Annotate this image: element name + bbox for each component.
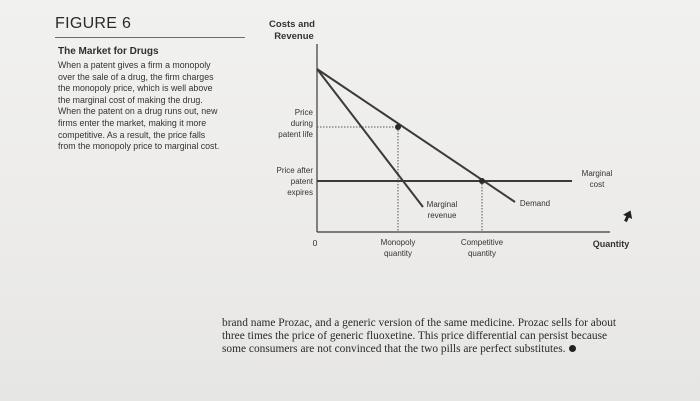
caption-title: The Market for Drugs (58, 46, 159, 57)
caption-line: When a patent gives a firm a monopoly (58, 60, 211, 70)
price-during-patent-label: during (290, 119, 313, 128)
price-after-patent-label: Price after (276, 166, 313, 175)
marginal-revenue-label: revenue (427, 211, 457, 220)
x-axis-label: Quantity (592, 239, 630, 249)
marginal-cost-label: cost (589, 180, 605, 189)
caption-line: the monopoly price, which is well above (58, 83, 213, 94)
paragraph-line-text: some consumers are not convinced that the two pills are perfect substitutes. (222, 343, 566, 355)
caption-line: from the monopoly price to marginal cost. (58, 141, 220, 152)
price-after-patent-label: patent (290, 177, 313, 186)
paragraph-line: three times the price of generic fluoxetine. This price differential can persist because (222, 330, 608, 342)
marginal-cost-label: Marginal (581, 169, 613, 178)
y-axis-label: Costs and (269, 19, 315, 30)
demand-curve (317, 69, 515, 202)
marginal-revenue-curve (317, 69, 423, 207)
caption-line: firms enter the market, making it more (58, 117, 207, 128)
end-of-section-marker (569, 345, 576, 352)
competitive-point (479, 178, 485, 184)
demand-label: Demand (519, 199, 551, 208)
figure-label: FIGURE 6 (55, 15, 132, 32)
monopoly-point (395, 124, 401, 130)
caption-line: the marginal cost of making the drug. (58, 94, 203, 105)
mouse-cursor-icon (621, 208, 635, 223)
paragraph-line-last (222, 343, 662, 356)
competitive-quantity-label: quantity (467, 249, 497, 258)
body-paragraph (222, 317, 662, 356)
origin-label: 0 (312, 238, 318, 248)
marginal-revenue-label: Marginal (426, 200, 458, 209)
price-during-patent-label: patent life (278, 130, 313, 139)
paragraph-line: brand name Prozac, and a generic version of the same medicine. Prozac sells for about (222, 317, 617, 329)
caption-line: competitive. As a result, the price falls (58, 129, 206, 140)
competitive-quantity-label: Competitive (460, 238, 504, 247)
monopoly-quantity-label: quantity (383, 249, 413, 258)
price-during-patent-label: Price (294, 108, 313, 117)
caption-line: over the sale of a drug, the firm charges (58, 71, 214, 82)
price-after-patent-label: expires (287, 188, 313, 197)
monopoly-quantity-label: Monopoly (380, 238, 416, 247)
caption-line: When the patent on a drug runs out, new (58, 106, 218, 117)
y-axis-label: Revenue (274, 31, 314, 42)
